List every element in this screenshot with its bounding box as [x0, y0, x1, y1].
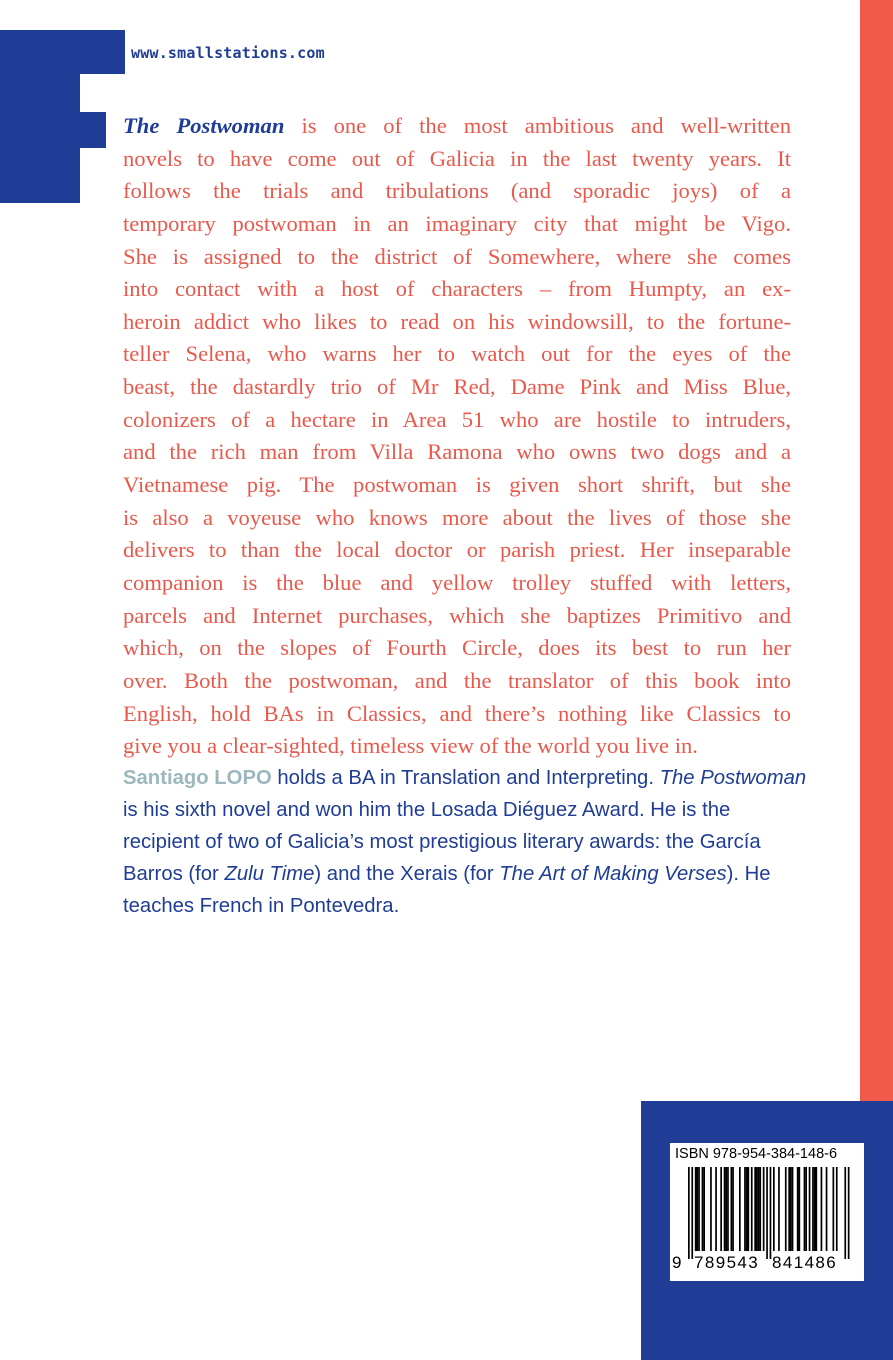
barcode-bar	[826, 1167, 828, 1251]
blurb-line: give you a clear-sighted, timeless view of the world you live in.	[123, 733, 698, 759]
barcode-bar	[725, 1167, 727, 1251]
blurb-line: delivers to than the local doctor or parish priest. Her inseparable	[123, 537, 791, 563]
ean-first-digit: 9	[672, 1253, 682, 1272]
barcode-bar	[727, 1167, 729, 1251]
barcode-bar	[744, 1167, 746, 1251]
barcode-bar	[698, 1167, 700, 1251]
bio-text: holds a BA in Translation and Interpreting.	[277, 767, 654, 789]
barcode-bar	[739, 1167, 741, 1251]
blurb-line: English, hold BAs in Classics, and there’s nothing like Classics to	[123, 700, 791, 726]
blurb-line: novels to have come out of Galicia in the last twenty years. It	[123, 145, 791, 171]
bio-line: teaches French in Pontevedra.	[123, 895, 400, 917]
barcode-bar	[790, 1167, 792, 1251]
barcode-bar	[778, 1167, 780, 1251]
barcode-bar	[691, 1167, 693, 1259]
barcode-bar	[797, 1167, 799, 1251]
blurb-line: parcels and Internet purchases, which she baptizes Primitivo and	[123, 602, 791, 628]
barcode-bar	[809, 1167, 811, 1251]
barcode-bar	[703, 1167, 705, 1251]
publisher-website: www.smallstations.com	[131, 44, 325, 62]
logo-f-middle-bar	[0, 112, 106, 148]
barcode-bar	[688, 1167, 690, 1259]
ean-right-digits: 841486	[772, 1253, 838, 1272]
bio-line	[123, 858, 795, 890]
barcode-bar	[805, 1167, 807, 1251]
blurb-line: She is assigned to the district of Somewhere, where she comes	[123, 243, 791, 269]
barcode-bar	[697, 1167, 699, 1251]
barcode-bar	[821, 1167, 823, 1251]
barcode-bar	[756, 1167, 758, 1251]
barcode-bar	[695, 1167, 697, 1251]
barcode-bar	[836, 1167, 838, 1251]
barcode-bar	[710, 1167, 712, 1251]
barcode-bar	[785, 1167, 787, 1251]
bio-line: recipient of two of Galicia’s most prestigious literary awards: the García	[123, 831, 761, 853]
barcode-bar	[715, 1167, 717, 1251]
blurb-line: beast, the dastardly trio of Mr Red, Dame Pink and Miss Blue,	[123, 374, 791, 400]
bio-book-title: The Postwoman	[659, 767, 807, 789]
barcode-bar	[816, 1167, 818, 1251]
bio-text: ). He	[726, 863, 771, 885]
blurb-line: which, on the slopes of Fourth Circle, does its best to run her	[123, 635, 791, 661]
barcode-bar	[732, 1167, 734, 1251]
ean-left-digits: 789543	[694, 1253, 760, 1272]
barcode-bar	[748, 1167, 750, 1251]
bio-line: is his sixth novel and won him the Losada Diéguez Award. He is the	[123, 799, 731, 821]
publisher-logo-f	[0, 0, 130, 205]
barcode-box	[670, 1143, 864, 1281]
blurb-line	[123, 110, 791, 143]
blurb-line: follows the trials and tribulations (and sporadic joys) of a	[123, 178, 791, 204]
blurb-line: companion is the blue and yellow trolley stuffed with letters,	[123, 569, 791, 595]
barcode-bar	[833, 1167, 835, 1251]
barcode-bar	[788, 1167, 790, 1251]
barcode-bar	[814, 1167, 816, 1251]
blurb-line: is also a voyeuse who knows more about the lives of those she	[123, 504, 791, 530]
barcode-bar	[763, 1167, 765, 1251]
bio-text: Barros (for	[123, 863, 219, 885]
bio-book-title: Zulu Time	[224, 863, 315, 885]
blurb-line: into contact with a host of characters – from Humpty, an ex-	[123, 276, 791, 302]
blurb-line: colonizers of a hectare in Area 51 who are hostile to intruders,	[123, 406, 791, 432]
barcode-bar	[792, 1167, 794, 1251]
barcode-bar	[746, 1167, 748, 1251]
bio-line	[123, 762, 807, 794]
barcode-bar	[812, 1167, 814, 1251]
barcode-bar	[848, 1167, 850, 1259]
barcode-bar	[758, 1167, 760, 1251]
barcode-bar	[720, 1167, 722, 1251]
blurb-text: is one of the most ambitious and well-written	[301, 113, 791, 138]
book-blurb	[123, 110, 791, 763]
bio-text: ) and the Xerais (for	[314, 863, 494, 885]
blurb-line: teller Selena, who warns her to watch out for the eyes of the	[123, 341, 791, 367]
barcode-bar	[773, 1167, 775, 1251]
blurb-line: and the rich man from Villa Ramona who owns two dogs and a	[123, 439, 791, 465]
barcode-bar	[844, 1167, 846, 1259]
blurb-line: temporary postwoman in an imaginary city that might be Vigo.	[123, 210, 791, 236]
barcode-bar	[754, 1167, 756, 1251]
barcode-bars	[674, 1167, 860, 1259]
barcode-bar	[702, 1167, 704, 1251]
barcode-bar	[804, 1167, 806, 1251]
barcode-bar	[766, 1167, 768, 1259]
blurb-line: over. Both the postwoman, and the translator of this book into	[123, 667, 791, 693]
author-name: Santiago LOPO	[123, 767, 272, 789]
barcode-bar	[799, 1167, 801, 1251]
barcode-bar	[759, 1167, 761, 1251]
bio-book-title: The Art of Making Verses	[499, 863, 727, 885]
book-title: The Postwoman	[123, 113, 285, 138]
isbn-label: ISBN 978-954-384-148-6	[675, 1146, 838, 1162]
barcode-bar	[751, 1167, 753, 1251]
logo-f-top-bar	[0, 30, 125, 74]
barcode-bar	[724, 1167, 726, 1251]
blurb-line: heroin addict who likes to read on his windowsill, to the fortune-	[123, 308, 791, 334]
barcode-bar	[731, 1167, 733, 1251]
author-bio	[123, 762, 807, 922]
blurb-line: Vietnamese pig. The postwoman is given short shrift, but she	[123, 472, 791, 498]
barcode-bar	[770, 1167, 772, 1259]
